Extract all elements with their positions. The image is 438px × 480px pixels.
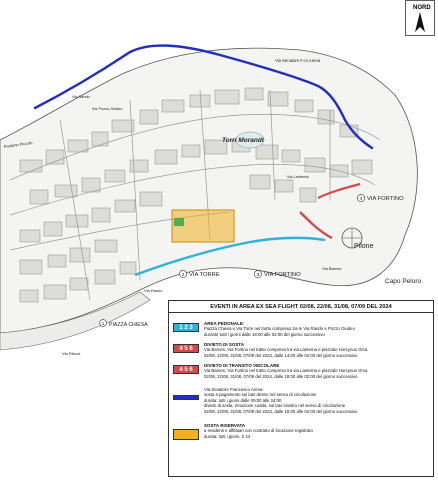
label-via-barnes: Via Barnes (322, 266, 342, 271)
label-piazza-chiesa: PIAZZA CHIESA (109, 322, 148, 328)
legend-swatch-red-2: 4 5 6 (173, 365, 199, 374)
legend-text-reserved: SOSTA RISERVATA a residenti e affittuari con contratto di locazione registrato durata: tutti i giorni, h 24 (204, 423, 313, 439)
legend-swatch-cyan: 1 2 3 (173, 323, 199, 332)
label-via-rando-bottom: Via Rando (144, 288, 163, 293)
label-via-torre: VIA TORRE (189, 272, 220, 278)
legend-swatch-orange (173, 429, 199, 440)
label-capo-peloro: Capo Peloro (385, 278, 422, 285)
label-via-rando: Via Rando (72, 95, 90, 99)
label-via-senatore: Via Senatore F.co Arena (275, 58, 321, 63)
legend-title: EVENTI IN AREA EX SEA FLIGHT 02/08, 22/08, 31/08, 07/09 DEL 2024 (169, 301, 433, 313)
label-via-fortino-mid: VIA FORTINO (264, 272, 301, 278)
legend-text-pedestrian: AREA PEDONALE: Piazza Chiesa e Via Torre nel tratto compreso tra le Via Rando e Pozzo Giudeo durante tutti i giorni dalle 18:00 alle 02:00 del giorno successivo (204, 321, 355, 337)
svg-text:1: 1 (101, 321, 105, 326)
legend-text-no-parking: DIVIETO DI SOSTA Via Barnes, Via Fortino nel tratto compreso tra via Lanterna e piazzale Horcynus Orca 02/08, 22/08, 31/08, 07/09 del 2024, dalle 14:00 alle 02:00 del giorno successivo (204, 342, 368, 358)
legend-text-no-transit: DIVIETO DI TRANSITO VEICOLARE Via Barnes, Via Fortino nel tratto compreso tra via Lanterna e piazzale Horcynus Orca 02/08, 22/08, 31/08, 07/09 del 2024, dalle 18:00 alle 02:00 del giorno successivo (204, 363, 368, 379)
label-pilone: Pilone (354, 243, 374, 250)
legend-text-via-senatore: Via Senatore Francesco Arena: sosta a pagamento sul lato destro nel senso di circolazione durata: tutti i giorni dalle 09:00 alle 24:00 divieto di sosta, rimozione coatta, sul lato sinistro nel senso di circolazione 02/08, 22/08, 31/08, 07/09 del 2024, dalle 18:00 alle 02:00 del giorno successivo (204, 387, 358, 414)
svg-text:3: 3 (256, 273, 260, 278)
label-via-ritoud: Via Ritoud (62, 351, 81, 356)
svg-text:2: 2 (181, 273, 185, 278)
north-label: NORD (413, 5, 431, 11)
legend-swatch-blue (173, 395, 199, 400)
label-torri-morandi: Torri Morandi (222, 137, 264, 144)
label-pantano-piccolo: Pantano Piccolo (3, 140, 33, 149)
svg-text:4: 4 (359, 197, 363, 202)
legend-swatch-red: 4 5 6 (173, 344, 199, 353)
label-via-pozzo-giudeo: Via Pozzo Giudeo (92, 107, 123, 111)
label-via-lanterna: Via Lanterna (287, 175, 309, 179)
green-area (174, 218, 184, 226)
legend-panel (168, 300, 434, 477)
label-via-fortino-top: VIA FORTINO (367, 196, 404, 202)
marker-via-torre-2 (179, 270, 219, 278)
north-arrow (405, 0, 435, 36)
